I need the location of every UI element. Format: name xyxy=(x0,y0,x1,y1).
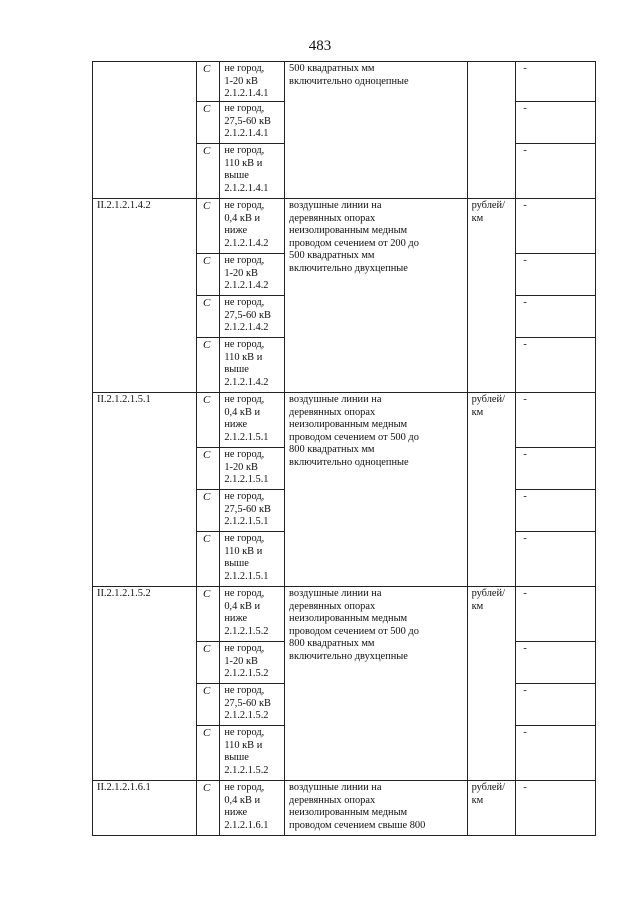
category-mark-cell: С xyxy=(196,490,219,532)
category-mark-cell: С xyxy=(196,448,219,490)
rate-value-cell xyxy=(516,254,596,296)
rate-value-text: - xyxy=(523,255,527,266)
line-description-text: воздушные линии на деревянных опорах неизолированным медным проводом сечением от 500 до 800 квадратных мм включительно одноцепные xyxy=(289,394,419,468)
voltage-condition-text: не город, 1-20 кВ 2.1.2.1.5.2 xyxy=(224,643,269,680)
rate-value-cell xyxy=(516,62,596,102)
item-code-cell: II.2.1.2.1.5.2 xyxy=(93,587,197,781)
rate-value-text: - xyxy=(523,685,527,696)
category-mark-cell: С xyxy=(196,587,219,642)
rate-value-text: - xyxy=(523,782,527,793)
rate-value-cell xyxy=(516,587,596,642)
voltage-condition-text: не город, 0,4 кВ и ниже 2.1.2.1.5.2 xyxy=(224,588,269,637)
line-description-cell xyxy=(285,393,468,587)
table-row xyxy=(93,393,596,448)
rate-value-cell xyxy=(516,726,596,781)
rate-value-cell xyxy=(516,102,596,144)
voltage-condition-cell xyxy=(220,781,285,836)
tariff-table-body xyxy=(93,62,596,836)
item-code-cell: II.2.1.2.1.5.1 xyxy=(93,393,197,587)
rate-value-text: - xyxy=(523,588,527,599)
unit-cell xyxy=(467,587,516,781)
unit-text: рублей/ км xyxy=(471,200,505,224)
rate-value-cell xyxy=(516,338,596,393)
line-description-text: воздушные линии на деревянных опорах неизолированным медным проводом сечением от 500 до 800 квадратных мм включительно двухцепные xyxy=(289,588,419,662)
category-mark-cell: С xyxy=(196,532,219,587)
unit-cell xyxy=(467,393,516,587)
item-code-cell: II.2.1.2.1.6.1 xyxy=(93,781,197,836)
voltage-condition-text: не город, 27,5-60 кВ 2.1.2.1.5.1 xyxy=(224,491,271,528)
rate-value-text: - xyxy=(523,200,527,211)
voltage-condition-cell xyxy=(220,296,285,338)
table-row xyxy=(93,781,596,836)
voltage-condition-text: не город, 27,5-60 кВ 2.1.2.1.4.1 xyxy=(224,103,271,140)
category-mark-cell: С xyxy=(196,254,219,296)
line-description-text: воздушные линии на деревянных опорах неизолированным медным проводом сечением свыше 800 xyxy=(289,782,426,831)
unit-text: рублей/ км xyxy=(471,782,505,806)
unit-cell xyxy=(467,62,516,199)
rate-value-text: - xyxy=(523,727,527,738)
voltage-condition-cell xyxy=(220,254,285,296)
rate-value-text: - xyxy=(523,491,527,502)
voltage-condition-cell xyxy=(220,62,285,102)
rate-value-cell xyxy=(516,144,596,199)
rate-value-text: - xyxy=(523,297,527,308)
category-mark-cell: С xyxy=(196,726,219,781)
rate-value-cell xyxy=(516,532,596,587)
item-code-cell xyxy=(93,62,197,199)
voltage-condition-cell xyxy=(220,642,285,684)
tariff-table xyxy=(92,61,596,836)
line-description-cell xyxy=(285,199,468,393)
line-description-cell xyxy=(285,781,468,836)
unit-text: рублей/ км xyxy=(471,394,505,418)
line-description-cell xyxy=(285,62,468,199)
voltage-condition-cell xyxy=(220,490,285,532)
voltage-condition-text: не город, 0,4 кВ и ниже 2.1.2.1.6.1 xyxy=(224,782,269,831)
category-mark-cell: С xyxy=(196,102,219,144)
line-description-text: воздушные линии на деревянных опорах неизолированным медным проводом сечением от 200 до 500 квадратных мм включительно двухцепные xyxy=(289,200,419,274)
rate-value-text: - xyxy=(523,449,527,460)
voltage-condition-cell xyxy=(220,587,285,642)
voltage-condition-text: не город, 1-20 кВ 2.1.2.1.5.1 xyxy=(224,449,269,486)
rate-value-cell xyxy=(516,684,596,726)
voltage-condition-text: не город, 1-20 кВ 2.1.2.1.4.2 xyxy=(224,255,269,292)
rate-value-text: - xyxy=(523,643,527,654)
unit-cell xyxy=(467,199,516,393)
category-mark-cell: С xyxy=(196,296,219,338)
voltage-condition-text: не город, 0,4 кВ и ниже 2.1.2.1.4.2 xyxy=(224,200,269,249)
voltage-condition-cell xyxy=(220,532,285,587)
rate-value-cell xyxy=(516,199,596,254)
voltage-condition-text: не город, 110 кВ и выше 2.1.2.1.4.2 xyxy=(224,339,269,388)
rate-value-cell xyxy=(516,781,596,836)
voltage-condition-text: не город, 27,5-60 кВ 2.1.2.1.5.2 xyxy=(224,685,271,722)
line-description-cell xyxy=(285,587,468,781)
unit-text: рублей/ км xyxy=(471,588,505,612)
voltage-condition-text: не город, 27,5-60 кВ 2.1.2.1.4.2 xyxy=(224,297,271,334)
voltage-condition-cell xyxy=(220,448,285,490)
category-mark-cell: С xyxy=(196,338,219,393)
table-row xyxy=(93,199,596,254)
voltage-condition-cell xyxy=(220,338,285,393)
voltage-condition-text: не город, 0,4 кВ и ниже 2.1.2.1.5.1 xyxy=(224,394,269,443)
voltage-condition-text: не город, 110 кВ и выше 2.1.2.1.5.1 xyxy=(224,533,269,582)
item-code-cell: II.2.1.2.1.4.2 xyxy=(93,199,197,393)
line-description-text: 500 квадратных мм включительно одноцепные xyxy=(289,63,409,87)
unit-cell xyxy=(467,781,516,836)
table-row xyxy=(93,62,596,102)
rate-value-cell xyxy=(516,296,596,338)
voltage-condition-cell xyxy=(220,102,285,144)
category-mark-cell: С xyxy=(196,393,219,448)
rate-value-text: - xyxy=(523,533,527,544)
voltage-condition-cell xyxy=(220,393,285,448)
page-number: 483 xyxy=(308,38,332,54)
rate-value-text: - xyxy=(523,394,527,405)
voltage-condition-cell xyxy=(220,684,285,726)
rate-value-cell xyxy=(516,642,596,684)
rate-value-text: - xyxy=(523,63,527,74)
rate-value-cell xyxy=(516,393,596,448)
rate-value-text: - xyxy=(523,103,527,114)
table-row xyxy=(93,587,596,642)
voltage-condition-cell xyxy=(220,199,285,254)
category-mark-cell: С xyxy=(196,62,219,102)
voltage-condition-text: не город, 110 кВ и выше 2.1.2.1.5.2 xyxy=(224,727,269,776)
category-mark-cell: С xyxy=(196,642,219,684)
rate-value-text: - xyxy=(523,145,527,156)
category-mark-cell: С xyxy=(196,781,219,836)
rate-value-text: - xyxy=(523,339,527,350)
voltage-condition-text: не город, 1-20 кВ 2.1.2.1.4.1 xyxy=(224,63,269,100)
voltage-condition-text: не город, 110 кВ и выше 2.1.2.1.4.1 xyxy=(224,145,269,194)
category-mark-cell: С xyxy=(196,199,219,254)
rate-value-cell xyxy=(516,448,596,490)
rate-value-cell xyxy=(516,490,596,532)
category-mark-cell: С xyxy=(196,144,219,199)
voltage-condition-cell xyxy=(220,144,285,199)
category-mark-cell: С xyxy=(196,684,219,726)
voltage-condition-cell xyxy=(220,726,285,781)
